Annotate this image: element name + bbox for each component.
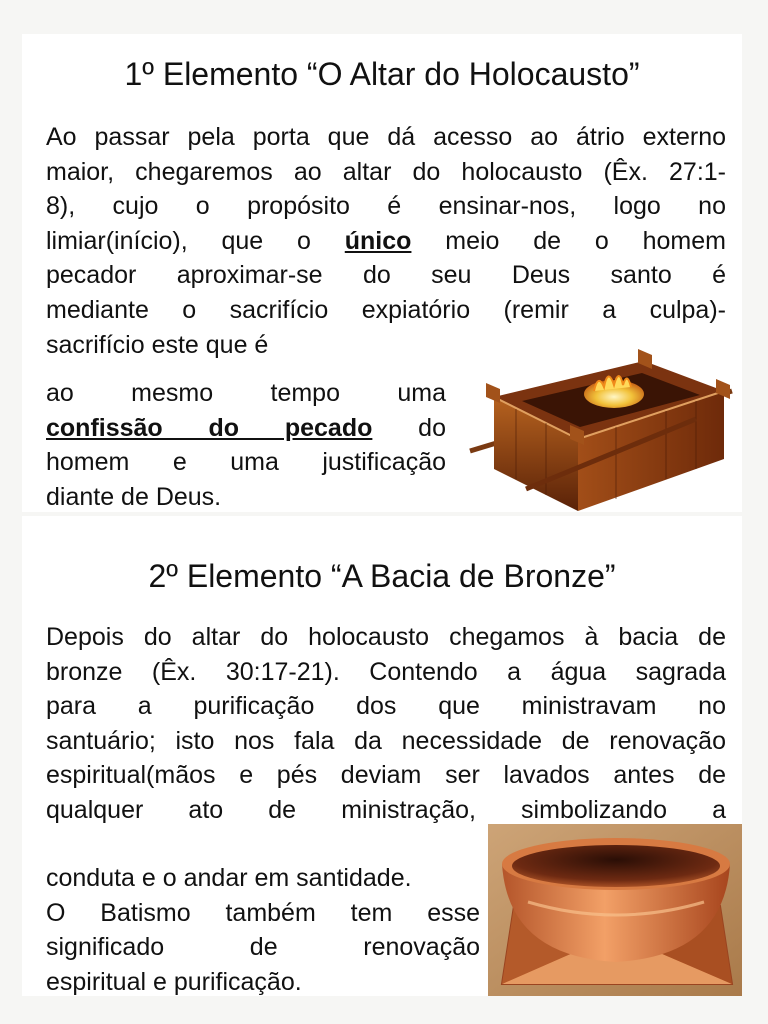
- paragraph-line: sacrifício este que é: [46, 330, 269, 359]
- section-bronze-basin: [22, 516, 742, 996]
- bronze-basin-image: [488, 824, 742, 996]
- paragraph-line: diante de Deus.: [46, 482, 222, 511]
- text-fragment: limiar(início), que o: [46, 226, 345, 255]
- paragraph-line: mediante o sacrifício expiatório (remir a culpa)-: [46, 295, 726, 324]
- text-fragment: do: [372, 413, 446, 442]
- paragraph-line: espiritual e purificação.: [46, 967, 302, 996]
- paragraph-line: 8), cujo o propósito é ensinar-nos, logo no: [46, 192, 726, 221]
- section-title: 1º Elemento “O Altar do Holocausto”: [124, 56, 640, 92]
- paragraph-line: ao mesmo tempo uma: [46, 379, 446, 407]
- text-fragment: meio de o homem: [411, 226, 726, 255]
- paragraph-line: pecador aproximar-se do seu Deus santo é: [46, 261, 726, 290]
- paragraph-line: [46, 224, 726, 259]
- altar-of-burnt-offering-image: [466, 339, 736, 512]
- emphasis-text: confissão do pecado: [46, 413, 373, 442]
- section-body-wrapped: [46, 376, 446, 512]
- paragraph-line: significado de renovação: [46, 933, 480, 962]
- section-body: [46, 120, 726, 362]
- paragraph-line: qualquer ato de ministração, simbolizando a: [46, 795, 726, 824]
- paragraph-line: O Batismo também tem esse: [46, 898, 480, 927]
- paragraph-line: Ao passar pela porta que dá acesso ao átrio externo: [46, 123, 726, 151]
- paragraph-line: conduta e o andar em santidade.: [46, 864, 412, 892]
- section-title: 2º Elemento “A Bacia de Bronze”: [148, 558, 616, 594]
- paragraph-line: espiritual(mãos e pés deviam ser lavados antes de: [46, 761, 726, 790]
- paragraph-line: homem e uma justificação: [46, 448, 446, 477]
- emphasis-text: único: [344, 226, 412, 255]
- paragraph-line: para a purificação dos que ministravam no: [46, 692, 726, 721]
- paragraph-line: Depois do altar do holocausto chegamos à bacia de: [46, 623, 726, 651]
- paragraph-line: maior, chegaremos ao altar do holocausto (Êx. 27:1-: [46, 157, 726, 186]
- section-body-wrapped: [46, 861, 480, 996]
- paragraph-line: [46, 411, 446, 446]
- section-altar: [22, 34, 742, 512]
- paragraph-line: bronze (Êx. 30:17-21). Contendo a água sagrada: [46, 657, 726, 686]
- section-body: [46, 620, 726, 828]
- paragraph-line: santuário; isto nos fala da necessidade de renovação: [46, 726, 726, 755]
